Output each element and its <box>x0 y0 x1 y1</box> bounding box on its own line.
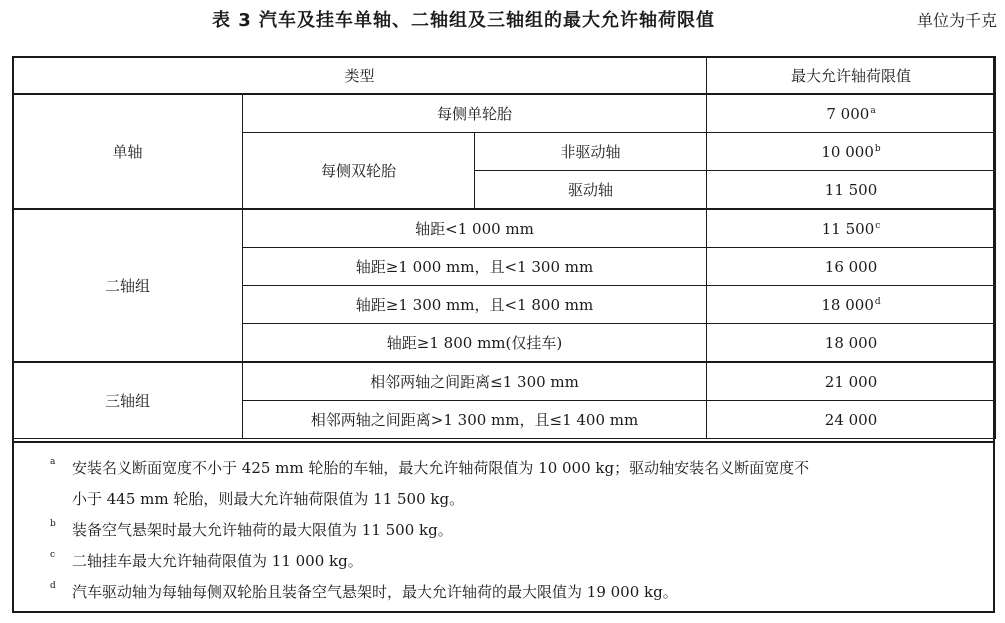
row-value: 21 000 <box>707 362 996 401</box>
row-value: 10 000$^b$ <box>707 133 996 171</box>
footnote-d <box>50 577 979 608</box>
footnote-mark: b <box>874 143 881 154</box>
footnote-mark: a <box>50 457 56 467</box>
axle-load-table <box>12 56 996 439</box>
footnote-mark: c <box>50 550 56 560</box>
group-single-axle: 单轴 <box>13 94 243 209</box>
footnote-mark: a <box>870 105 876 116</box>
table-row <box>13 209 996 248</box>
row-sublabel: 驱动轴 <box>475 171 707 210</box>
row-label: 每侧单轮胎 <box>243 94 707 133</box>
table-title: 表 3 汽车及挂车单轴、二轴组及三轴组的最大允许轴荷限值 <box>212 10 716 31</box>
row-label: 轴距≥1 300 mm，且<1 800 mm <box>243 286 707 324</box>
group-two-axle: 二轴组 <box>13 209 243 362</box>
row-value: 18 000 <box>707 324 996 363</box>
row-label: 相邻两轴之间距离>1 300 mm，且≤1 400 mm <box>243 401 707 439</box>
row-label: 每侧双轮胎 <box>243 133 475 210</box>
footnote-text: 安装名义断面宽度不小于 425 mm 轮胎的车轴，最大允许轴荷限值为 10 000 kg；驱动轴安装名义断面宽度不 <box>72 459 810 477</box>
row-label: 轴距≥1 000 mm，且<1 300 mm <box>243 248 707 286</box>
row-value: 11 500 <box>707 171 996 210</box>
row-value: 18 000$^d$ <box>707 286 996 324</box>
table-caption <box>0 6 1005 32</box>
footnote-b <box>50 515 979 546</box>
table-header-row <box>13 57 996 95</box>
row-label: 相邻两轴之间距离≤1 300 mm <box>243 362 707 401</box>
footnote-mark: b <box>50 519 56 529</box>
footnote-text: 二轴挂车最大允许轴荷限值为 11 000 kg。 <box>72 552 363 570</box>
footnote-a <box>50 453 979 515</box>
row-sublabel: 非驱动轴 <box>475 133 707 171</box>
footnote-mark: d <box>50 581 56 591</box>
group-three-axle: 三轴组 <box>13 362 243 439</box>
footnotes <box>12 441 995 613</box>
unit-label: 单位为千克 <box>916 11 997 30</box>
row-label: 轴距≥1 800 mm(仅挂车) <box>243 324 707 363</box>
row-value: 24 000 <box>707 401 996 439</box>
footnote-text: 装备空气悬架时最大允许轴荷的最大限值为 11 500 kg。 <box>72 521 453 539</box>
row-value: 16 000 <box>707 248 996 286</box>
row-value: 7 000$^a$ <box>707 94 996 133</box>
footnote-c <box>50 546 979 577</box>
row-value: 11 500$^c$ <box>707 209 996 248</box>
header-type: 类型 <box>13 57 707 95</box>
header-limit: 最大允许轴荷限值 <box>707 57 996 95</box>
footnote-mark: c <box>875 220 881 231</box>
table-row <box>13 362 996 401</box>
footnote-text-continued: 小于 445 mm 轮胎，则最大允许轴荷限值为 11 500 kg。 <box>72 490 465 508</box>
footnote-mark: d <box>874 296 881 307</box>
footnote-text: 汽车驱动轴为每轴每侧双轮胎且装备空气悬架时，最大允许轴荷的最大限值为 19 000 kg。 <box>72 583 678 601</box>
row-label: 轴距<1 000 mm <box>243 209 707 248</box>
table-row <box>13 94 996 133</box>
